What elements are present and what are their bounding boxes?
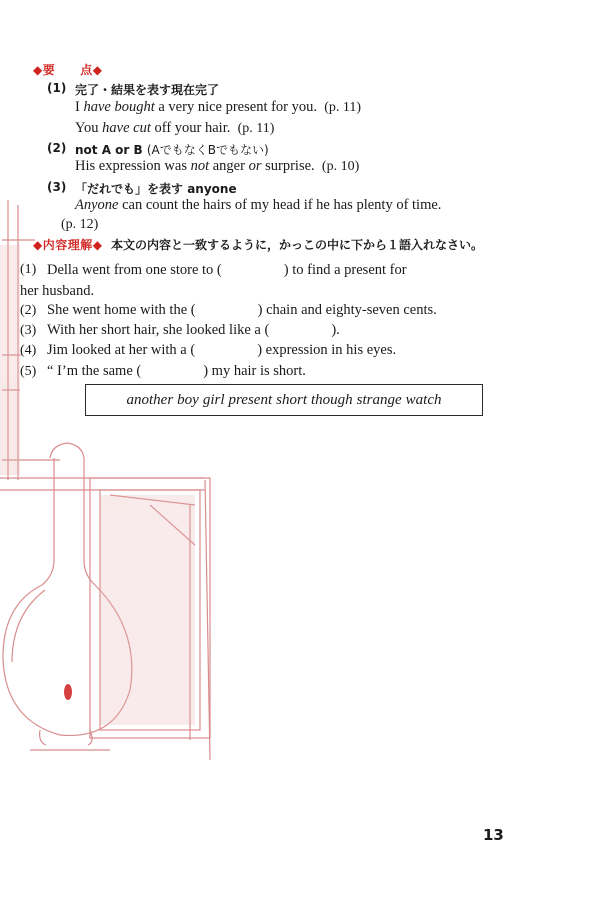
naiyo-heading: ◆内容理解◆ (33, 238, 103, 252)
item-1-num: (1) (47, 81, 67, 95)
item-3-example-1: Anyone can count the hairs of my head if he has plenty of time. (75, 197, 442, 213)
question-2-text: She went home with the ( ) chain and eighty-seven cents. (47, 302, 437, 318)
word-choice: watch (405, 391, 442, 408)
question-2-num: (2) (20, 303, 37, 318)
question-1-cont: her husband. (20, 283, 95, 299)
question-1-text: Della went from one store to ( ) to find a present for (47, 262, 407, 278)
question-5-num: (5) (20, 364, 37, 379)
word-choice: girl (202, 391, 225, 408)
yoten-heading: ◆要 点◆ (33, 63, 103, 77)
word-choice: short (276, 391, 307, 408)
question-1-num: (1) (20, 262, 37, 277)
item-1-title: 完了・結果を表す現在完了 (75, 83, 220, 97)
item-2-example-1: His expression was not anger or surprise. (p. 10) (75, 158, 360, 174)
word-choices-box (85, 384, 483, 416)
question-3-text: With her short hair, she looked like a ( ). (47, 322, 340, 338)
question-3-num: (3) (20, 323, 37, 338)
page-number: 13 (483, 826, 504, 844)
item-2-title: not A or B (AでもなくBでもない) (75, 143, 269, 157)
question-5-text: “ I’m the same ( ) my hair is short. (47, 363, 306, 379)
word-choice: boy (177, 391, 199, 408)
item-1-example-1: I have bought a very nice present for you. (p. 11) (75, 99, 362, 115)
naiyo-instruction: 本文の内容と一致するように，かっこの中に下から１語入れなさい。 (111, 238, 484, 252)
item-3-ref: (p. 12) (61, 217, 99, 232)
item-3-title: 「だれでも」を表す anyone (75, 182, 237, 196)
question-4-num: (4) (20, 343, 37, 358)
word-choice: another (126, 391, 174, 408)
item-3-num: (3) (47, 180, 67, 194)
word-choice: present (228, 391, 273, 408)
item-1-example-2: You have cut off your hair. (p. 11) (75, 120, 275, 136)
item-2-num: (2) (47, 141, 67, 155)
question-4-text: Jim looked at her with a ( ) expression in his eyes. (47, 342, 397, 358)
word-choice: though (310, 391, 353, 408)
word-choice: strange (356, 391, 402, 408)
